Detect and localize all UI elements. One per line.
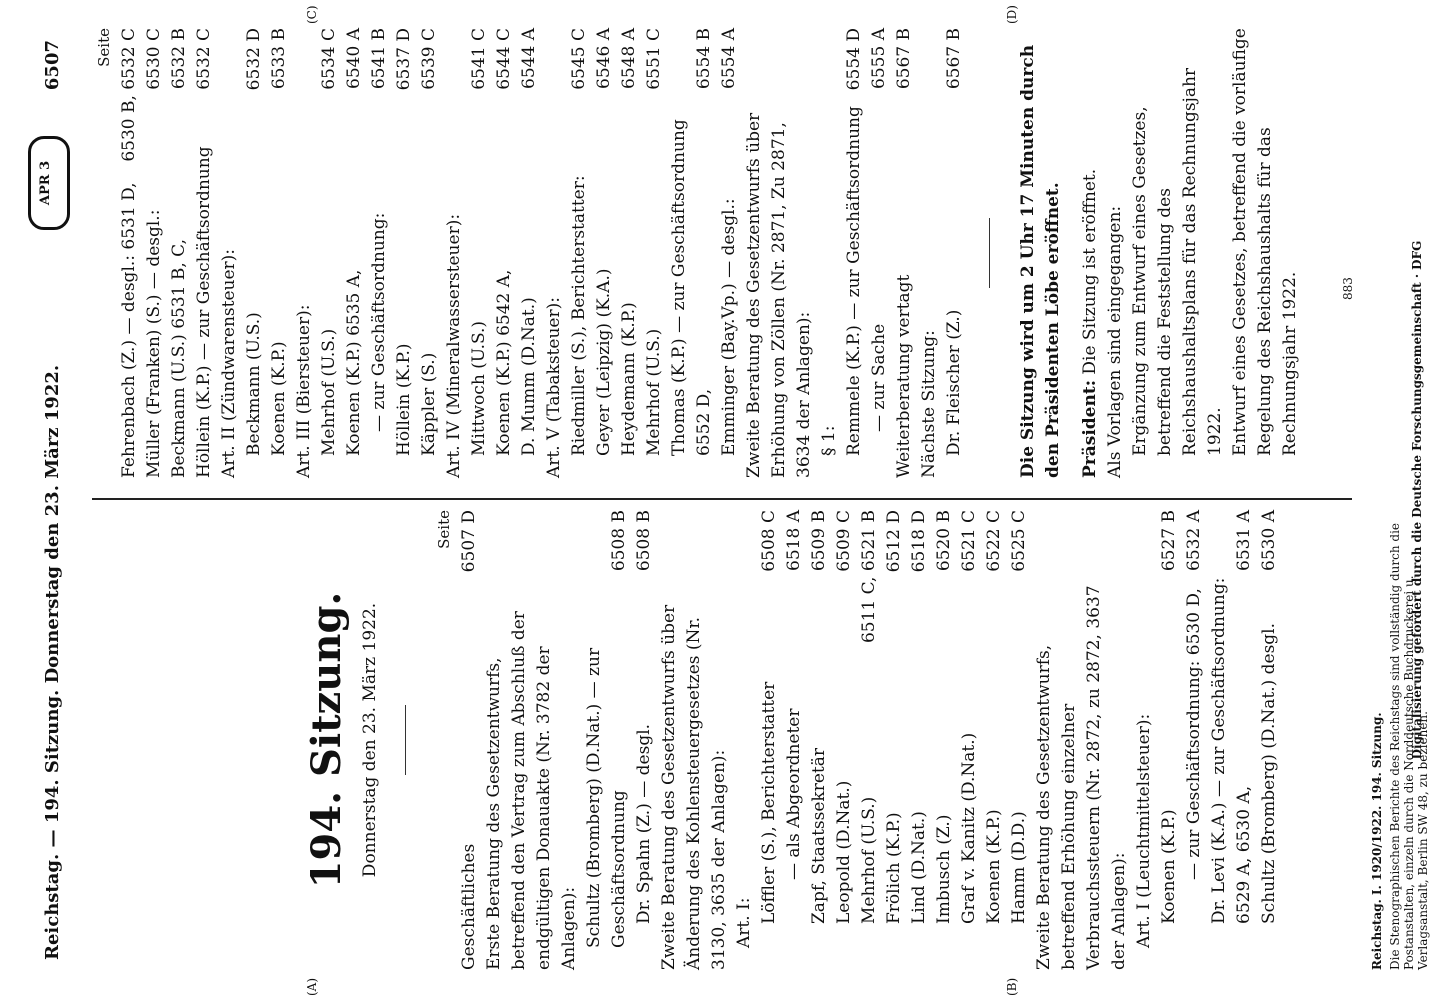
agenda-entry	[367, 28, 392, 478]
agenda-entry	[867, 28, 892, 478]
entry-page-ref: 6512 D	[884, 510, 904, 573]
agenda-entry	[492, 28, 517, 478]
entry-text: Beckmann (U.S.) 6531 B, C,	[169, 239, 189, 478]
entry-text: Geyer (Leipzig) (K.A.)	[594, 268, 614, 456]
agenda-entry	[417, 28, 442, 478]
entry-text: Mehrhof (U.S.)	[644, 328, 664, 456]
agenda-entry	[1032, 510, 1132, 970]
entry-text: D. Mumm (D.Nat.)	[519, 297, 539, 456]
footer-ref: Reichstag. I. 1920/1922. 194. Sitzung.	[1370, 712, 1384, 970]
entry-page-ref: 6533 B	[269, 28, 289, 90]
entry-text: Emminger (Bay.Vp.) — desgl.:	[719, 198, 739, 456]
entry-page-ref: 6554 D	[844, 28, 864, 91]
entry-text: Löffler (S.), Berichterstatter	[759, 681, 779, 924]
date-stamp: APR 3	[28, 136, 70, 230]
agenda-entry	[932, 510, 957, 970]
agenda-entry	[857, 510, 882, 970]
entry-page-ref: 6534 C	[319, 28, 339, 90]
agenda-entry	[392, 28, 417, 478]
entry-page-ref: 6554 A	[719, 28, 739, 89]
agenda-entry	[517, 28, 542, 478]
president-label: Präsident:	[1080, 380, 1100, 478]
agenda-entry	[1157, 510, 1182, 970]
entry-page-ref: 6518 D	[909, 510, 929, 573]
agenda-entry	[467, 28, 492, 478]
agenda-right	[117, 28, 967, 478]
entry-page-ref: 6541 C	[469, 28, 489, 90]
agenda-entry	[757, 510, 782, 970]
entry-text: Mehrhof (U.S.)	[859, 796, 879, 924]
entry-text: — zur Sache	[869, 323, 889, 432]
entry-text: Art. I:	[734, 897, 754, 948]
entry-text: Remmele (K.P.) — zur Geschäftsordnung	[844, 106, 864, 456]
entry-page-ref: 6555 A	[869, 28, 889, 89]
entry-text: Koenen (K.P.) 6542 A,	[494, 269, 514, 456]
entry-page-ref: 6507 D	[459, 510, 479, 573]
entry-page-ref: 6511 C, 6521 B	[859, 510, 879, 644]
agenda-entry	[617, 28, 642, 478]
entry-page-ref: 6544 A	[519, 28, 539, 89]
entry-page-ref: 6518 A	[784, 510, 804, 571]
vorlage-1: Ergänzung zum Entwurf eines Gesetzes, betreffend die Feststellung des Reichshaushaltsplans für das Rechnungsjahr 1922.	[1130, 67, 1225, 456]
entry-text: Höllein (K.P.) — zur Geschäftsordnung	[194, 146, 214, 478]
entry-text: Weiterberatung vertagt	[894, 274, 914, 478]
entry-page-ref: 6530 C	[144, 28, 164, 90]
entry-text: Koenen (K.P.)	[269, 341, 289, 456]
agenda-entry	[892, 28, 917, 478]
entry-page-ref: 6525 C	[1009, 510, 1029, 572]
entry-text: Dr. Fleischer (Z.)	[944, 309, 964, 456]
entry-text: Schultz (Bromberg) (D.Nat.) desgl.	[1259, 622, 1279, 924]
agenda-entry	[882, 510, 907, 970]
agenda-entry	[1207, 510, 1257, 970]
agenda-entry	[217, 28, 242, 478]
agenda-entry	[117, 28, 142, 478]
agenda-entry	[457, 510, 482, 970]
marginal-a: (A)	[305, 977, 319, 996]
agenda-entry	[167, 28, 192, 478]
sheet-number: 883	[1341, 277, 1355, 300]
entry-text: Koenen (K.P.)	[984, 809, 1004, 924]
marginal-d: (D)	[1005, 5, 1019, 24]
entry-page-ref: 6554 B	[694, 28, 714, 90]
agenda-entry	[582, 510, 632, 970]
agenda-entry	[732, 510, 757, 970]
footer-note: Die Stenographischen Berichte des Reichstags sind vollständig durch die Postanstalten, einzeln durch die Norddeutsche Buchdruckerei u. Verlagsanstalt, Berlin SW 48, zu beziehen.	[1388, 522, 1430, 970]
agenda-entry	[592, 28, 617, 478]
president-line	[1078, 28, 1103, 478]
entry-text: Mittwoch (U.S.)	[469, 320, 489, 456]
entry-text: Art. V (Tabaksteuer):	[544, 297, 564, 478]
entry-page-ref: 6509 B	[809, 510, 829, 572]
entry-text: Höllein (K.P.)	[394, 343, 414, 456]
header-title: Reichstag. — 194. Sitzung. Donnerstag den 23. März 1922.	[42, 364, 63, 960]
entry-text: Thomas (K.P.) — zur Geschäftsordnung 6552 D,	[669, 119, 714, 456]
right-column	[92, 28, 1303, 478]
seite-label-left: Seite	[435, 510, 453, 549]
entry-page-ref: 6521 C	[959, 510, 979, 572]
entry-text: Käppler (S.)	[419, 352, 439, 456]
entry-text: Dr. Levi (K.A.) — zur Geschäftsordnung: 6529 A, 6530 A,	[1209, 577, 1254, 924]
session-title: 194. Sitzung.	[303, 591, 350, 889]
agenda-entry	[632, 510, 657, 970]
entry-page-ref: 6567 B	[944, 28, 964, 90]
entry-page-ref: 6520 B	[934, 510, 954, 572]
marginal-c: (C)	[305, 5, 319, 24]
entry-page-ref: 6508 B	[609, 510, 629, 572]
entry-page-ref: 6530 B, 6532 C	[119, 28, 139, 162]
entry-page-ref: 6541 B	[369, 28, 389, 90]
session-date: Donnerstag den 23. März 1922.	[360, 602, 380, 878]
agenda-entry	[1257, 510, 1282, 970]
entry-text: Schultz (Bromberg) (D.Nat.) — zur Geschäftsordnung	[584, 647, 629, 948]
section-rule	[989, 218, 990, 288]
entry-text: § 1:	[819, 425, 839, 456]
entry-text: Koenen (K.P.)	[1159, 809, 1179, 924]
agenda-entry	[667, 28, 717, 478]
agenda-entry	[482, 510, 582, 970]
agenda-entry	[342, 28, 367, 478]
entry-page-ref: 6532 A	[1184, 510, 1204, 571]
entry-text: Mehrhof (U.S.)	[319, 328, 339, 456]
entry-text: Lind (D.Nat.)	[909, 811, 929, 924]
entry-page-ref: 6567 B	[894, 28, 914, 90]
agenda-entry	[807, 510, 832, 970]
agenda-entry	[982, 510, 1007, 970]
vorlage-2: Entwurf eines Gesetzes, betreffend die vorläufige Regelung des Reichshaushalts für das Rechnungsjahr 1922.	[1230, 28, 1300, 456]
column-divider	[92, 498, 1352, 500]
agenda-entry	[317, 28, 342, 478]
marginal-b: (B)	[1005, 977, 1019, 996]
entry-page-ref: 6539 C	[419, 28, 439, 90]
entry-text: Nächste Sitzung:	[919, 330, 939, 478]
entry-page-ref: 6508 C	[759, 510, 779, 572]
entry-page-ref: 6522 C	[984, 510, 1004, 572]
agenda-entry	[782, 510, 807, 970]
title-rule	[405, 705, 406, 775]
agenda-entry	[642, 28, 667, 478]
entry-text: Zweite Beratung des Gesetzentwurfs über Erhöhung von Zöllen (Nr. 2871, Zu 2871, 3634 der Anlagen):	[744, 112, 814, 478]
entry-page-ref: 6508 B	[634, 510, 654, 572]
agenda-entry	[917, 28, 942, 478]
entry-text: Hamm (D.D.)	[1009, 811, 1029, 924]
agenda-entry	[742, 28, 817, 478]
entry-page-ref: 6530 A	[1259, 510, 1279, 571]
entry-text: Dr. Spahn (Z.) — desgl.	[634, 723, 654, 924]
agenda-entry	[1182, 510, 1207, 970]
agenda-entry	[142, 28, 167, 478]
entry-page-ref: 6537 D	[394, 28, 414, 91]
agenda-entry	[292, 28, 317, 478]
entry-page-ref: 6509 C	[834, 510, 854, 572]
entry-text: Geschäftliches	[459, 843, 479, 970]
entry-page-ref: 6532 D	[244, 28, 264, 91]
entry-text: — zur Geschäftsordnung: 6530 D,	[1184, 588, 1204, 880]
entry-page-ref: 6544 C	[494, 28, 514, 90]
entry-text: Imbusch (Z.)	[934, 814, 954, 924]
agenda-entry	[567, 28, 592, 478]
agenda-entry	[817, 28, 842, 478]
entry-page-ref: 6532 B	[169, 28, 189, 90]
entry-text: Heydemann (K.P.)	[619, 302, 639, 456]
agenda-entry	[542, 28, 567, 478]
agenda-entry	[242, 28, 267, 478]
entry-page-ref: 6548 A	[619, 28, 639, 89]
agenda-entry	[717, 28, 742, 478]
entry-text: Zweite Beratung des Gesetzentwurfs über Änderung des Kohlensteuergesetzes (Nr. 3130, 3635 der Anlagen):	[659, 604, 729, 970]
entry-page-ref: 6551 C	[644, 28, 664, 90]
vorlagen-label: Als Vorlagen sind eingegangen:	[1105, 205, 1125, 478]
opening-statement: Die Sitzung wird um 2 Uhr 17 Minuten durch den Präsidenten Löbe eröffnet.	[1018, 44, 1063, 478]
entry-text: Riedmiller (S.), Berichterstatter:	[569, 175, 589, 456]
entry-text: Koenen (K.P.) 6535 A,	[344, 269, 364, 456]
entry-text: Erste Beratung des Gesetzentwurfs, betreffend den Vertrag zum Abschluß der endgültigen Donauakte (Nr. 3782 der Anlagen):	[484, 611, 579, 970]
entry-text: Leopold (D.Nat.)	[834, 780, 854, 924]
digitization-credit: Digitalisierung gefördert durch die Deutsche Forschungsgemeinschaft · DFG	[1410, 240, 1424, 760]
agenda-entry	[192, 28, 217, 478]
header-page-number: 6507	[42, 40, 63, 91]
agenda-entry	[842, 28, 867, 478]
entry-text: — zur Geschäftsordnung:	[369, 212, 389, 432]
entry-text: Art. II (Zündwarensteuer):	[219, 248, 239, 478]
agenda-entry	[907, 510, 932, 970]
agenda-entry	[657, 510, 732, 970]
entry-text: Graf v. Kanitz (D.Nat.)	[959, 732, 979, 924]
entry-text: Art. III (Biersteuer):	[294, 304, 314, 478]
entry-page-ref: 6540 A	[344, 28, 364, 89]
entry-text: Zweite Beratung des Gesetzentwurfs, betreffend Erhöhung einzelner Verbrauchssteuern (Nr. 2872, zu 2872, 3637 der Anlagen):	[1034, 585, 1129, 970]
agenda-entry	[1132, 510, 1157, 970]
agenda-entry	[442, 28, 467, 478]
agenda-entry	[267, 28, 292, 478]
entry-page-ref: 6532 C	[194, 28, 214, 90]
entry-page-ref: 6545 C	[569, 28, 589, 90]
president-text: Die Sitzung ist eröffnet.	[1080, 168, 1100, 375]
agenda-entry	[957, 510, 982, 970]
agenda-entry	[1007, 510, 1032, 970]
entry-text: — als Abgeordneter	[784, 708, 804, 880]
entry-text: Art. I (Leuchtmittelsteuer):	[1134, 713, 1154, 948]
entry-page-ref: 6531 A	[1234, 510, 1254, 571]
entry-page-ref: 6527 B	[1159, 510, 1179, 572]
entry-text: Art. IV (Mineralwassersteuer):	[444, 213, 464, 478]
entry-text: Beckmann (U.S.)	[244, 312, 264, 456]
left-column	[92, 510, 1282, 970]
agenda-entry	[832, 510, 857, 970]
agenda-entry	[942, 28, 967, 478]
entry-text: Frölich (K.P.)	[884, 812, 904, 924]
entry-text: Fehrenbach (Z.) — desgl.: 6531 D,	[119, 182, 139, 478]
seite-label-right: Seite	[95, 28, 113, 67]
entry-text: Zapf, Staatssekretär	[809, 748, 829, 924]
entry-page-ref: 6546 A	[594, 28, 614, 89]
agenda-left	[457, 510, 1282, 970]
entry-text: Müller (Franken) (S.) — desgl.:	[144, 209, 164, 478]
